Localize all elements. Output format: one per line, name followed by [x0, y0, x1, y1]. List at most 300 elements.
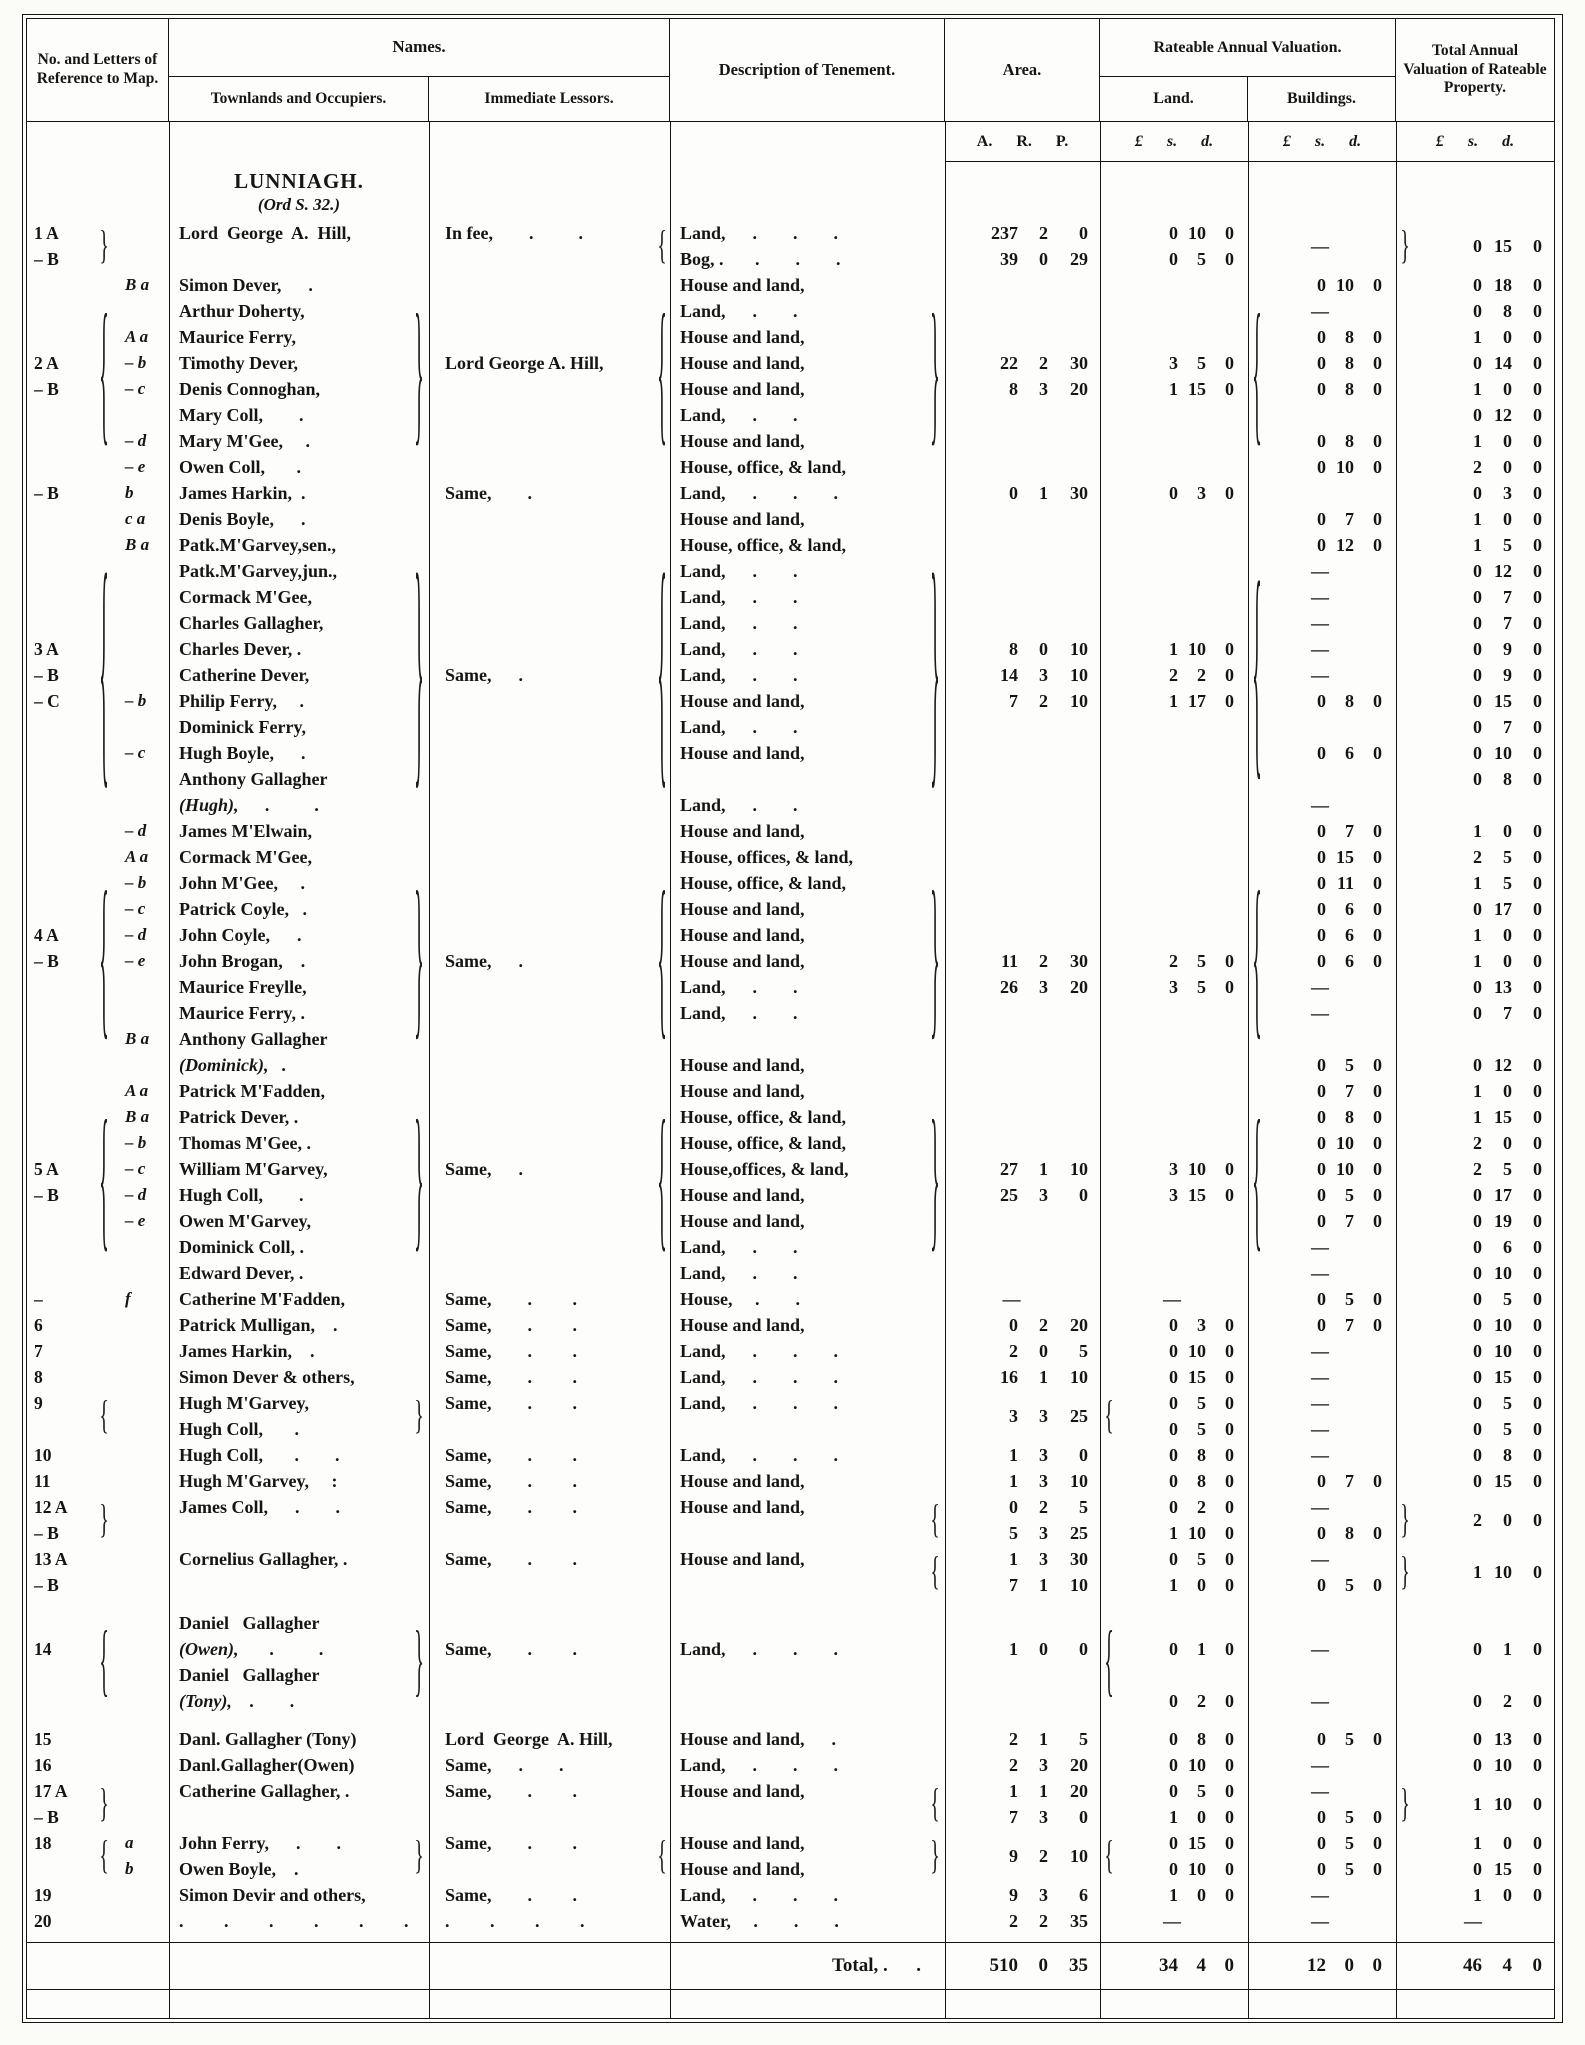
occupier-name: James Harkin, .: [179, 483, 306, 503]
description-brace: {: [930, 1498, 940, 1542]
table-row: [27, 1908, 1554, 1934]
tenement-description: House, office, & land,: [680, 535, 846, 555]
map-ref-letter: – c: [125, 743, 146, 762]
tenement-description: House and land,: [680, 1549, 805, 1569]
buildings-valuation: 0 12 0: [1317, 535, 1382, 555]
buildings-brace: {: [1252, 543, 1262, 807]
land-valuation: 0 10 0: [1169, 223, 1234, 243]
occupier-name: Philip Ferry, .: [179, 691, 304, 711]
table-row: [27, 1416, 1554, 1442]
buildings-valuation: —: [1311, 1445, 1329, 1465]
occupier-name: Denis Boyle, .: [179, 509, 306, 529]
map-ref-number: 1 A: [34, 223, 59, 243]
units-area: A. R. P.: [945, 122, 1100, 162]
buildings-brace: {: [1252, 288, 1262, 464]
occupier-name: John Coyle, .: [179, 925, 302, 945]
occupier-name: Hugh M'Garvey, :: [179, 1471, 338, 1491]
land-valuation: 3 15 0: [1169, 1185, 1234, 1205]
table-row: [27, 1468, 1554, 1494]
header-area: Area.: [945, 19, 1100, 121]
map-ref-number: – B: [34, 665, 59, 685]
tenement-description: House and land,: [680, 1055, 805, 1075]
tenement-description: Land, . .: [680, 639, 798, 659]
area-value: 25 3 0: [1000, 1185, 1088, 1205]
table-row: [27, 1312, 1554, 1338]
table-row: [27, 272, 1554, 298]
buildings-valuation: 0 7 0: [1317, 1315, 1382, 1335]
total-valuation: 0 17 0: [1473, 899, 1542, 919]
buildings-valuation: —: [1311, 1419, 1329, 1439]
area-value: 1 3 30: [1009, 1549, 1088, 1569]
buildings-valuation: 0 7 0: [1317, 821, 1382, 841]
occupier-name: John M'Gee, .: [179, 873, 305, 893]
ref-brace: }: [99, 224, 109, 268]
occupier-name: Patk.M'Garvey,jun.,: [179, 561, 337, 581]
ref-brace: {: [99, 862, 109, 1060]
map-ref-letter: B a: [125, 275, 150, 294]
total-valuation: 0 17 0: [1473, 1185, 1542, 1205]
tenement-description: House and land,: [680, 431, 805, 451]
valuation-table: [26, 18, 1555, 2019]
area-value: 2 1 5: [1009, 1729, 1088, 1749]
description-brace: }: [930, 288, 940, 464]
buildings-valuation: 0 6 0: [1317, 899, 1382, 919]
map-ref-number: 14: [34, 1639, 52, 1659]
buildings-valuation: —: [1311, 1691, 1329, 1711]
occupier-name: Charles Gallagher,: [179, 613, 324, 633]
description-brace: }: [930, 532, 940, 818]
lessor-name: Same, . .: [445, 1639, 577, 1659]
map-ref-number: 5 A: [34, 1159, 59, 1179]
occupier-name: (Tony), . .: [179, 1691, 295, 1711]
land-valuation: 0 3 0: [1169, 1315, 1234, 1335]
area-value: 1 1 20: [1009, 1781, 1088, 1801]
total-valuation: 0 7 0: [1473, 613, 1542, 633]
table-row: [27, 1572, 1554, 1598]
tenement-description: Land, . . .: [680, 1639, 839, 1659]
total-brace: }: [1400, 1498, 1410, 1542]
land-valuation: 2 5 0: [1169, 951, 1234, 971]
table-row: [27, 740, 1554, 766]
buildings-valuation: 0 8 0: [1317, 327, 1382, 347]
tenement-description: House,offices, & land,: [680, 1159, 849, 1179]
description-brace: }: [930, 862, 940, 1060]
buildings-valuation: 0 8 0: [1317, 1523, 1382, 1543]
occupier-name: James Harkin, .: [179, 1341, 315, 1361]
ref-brace: {: [99, 1618, 109, 1706]
map-ref-letter: B a: [125, 1029, 150, 1048]
lessor-name: Same, . .: [445, 1497, 577, 1517]
lessor-name: Same, .: [445, 951, 523, 971]
header-rateable: Rateable Annual Valuation.: [1100, 19, 1396, 77]
total-valuation: 0 1 0: [1473, 1639, 1542, 1659]
occupier-name: Catherine M'Fadden,: [179, 1289, 345, 1309]
map-ref-number: 20: [34, 1911, 52, 1931]
land-valuation: 0 10 0: [1169, 1859, 1234, 1879]
map-ref-letter: f: [125, 1289, 131, 1308]
occupier-name: Anthony Gallagher: [179, 769, 328, 789]
total-valuation: 0 10 0: [1473, 743, 1542, 763]
column-rule: [169, 122, 170, 2018]
occupier-name: Patk.M'Garvey,sen.,: [179, 535, 336, 555]
buildings-valuation: —: [1311, 1911, 1329, 1931]
occupier-name: Hugh M'Garvey,: [179, 1393, 309, 1413]
buildings-brace: {: [1252, 1094, 1262, 1270]
total-valuation: 0 15 0: [1473, 236, 1542, 256]
area-value: 0 1 30: [1009, 483, 1088, 503]
total-valuation: 0 5 0: [1473, 1289, 1542, 1309]
map-ref-number: – B: [34, 1523, 59, 1543]
buildings-valuation: 0 5 0: [1317, 1055, 1382, 1075]
table-row: [27, 1610, 1554, 1636]
map-ref-number: 11: [34, 1471, 51, 1491]
area-value: 27 1 10: [1000, 1159, 1088, 1179]
total-valuation: 2 5 0: [1473, 1159, 1542, 1179]
table-header: [27, 19, 1554, 122]
tenement-description: House and land,: [680, 353, 805, 373]
total-area: 510 0 35: [989, 1955, 1088, 1976]
table-body: [27, 220, 1554, 1934]
buildings-brace: {: [1252, 862, 1262, 1060]
map-ref-letter: – d: [125, 1185, 147, 1204]
column-rule: [670, 122, 671, 2018]
land-valuation: 1 10 0: [1169, 1523, 1234, 1543]
map-ref-number: 3 A: [34, 639, 59, 659]
occupier-name: (Hugh), . .: [179, 795, 320, 815]
tenement-description: House, office, & land,: [680, 457, 846, 477]
lessor-name: Lord George A. Hill,: [445, 353, 604, 373]
occupier-name: Charles Dever, .: [179, 639, 302, 659]
table-row: [27, 1662, 1554, 1688]
area-value: 0 2 5: [1009, 1497, 1088, 1517]
area-value: —: [1002, 1289, 1021, 1309]
buildings-valuation: 0 8 0: [1317, 379, 1382, 399]
occupier-name: John Brogan, .: [179, 951, 306, 971]
header-description: Description of Tenement.: [670, 19, 945, 121]
table-row: [27, 506, 1554, 532]
map-ref-number: 2 A: [34, 353, 59, 373]
occupier-name: (Dominick), .: [179, 1055, 287, 1075]
table-row: [27, 844, 1554, 870]
occupier-name: Maurice Ferry, .: [179, 1003, 305, 1023]
total-valuation: 0 6 0: [1473, 1237, 1542, 1257]
units-total: £ s. d.: [1396, 122, 1554, 162]
map-ref-number: 13 A: [34, 1549, 68, 1569]
ref-brace: {: [99, 288, 109, 464]
occupier-name: Cormack M'Gee,: [179, 847, 312, 867]
occupier-name: Dominick Coll, .: [179, 1237, 305, 1257]
occupier-brace: }: [414, 532, 424, 818]
tenement-description: House and land,: [680, 951, 805, 971]
total-land: 34 4 0: [1159, 1955, 1234, 1976]
total-valuation: 1 10 0: [1473, 1562, 1542, 1582]
occupier-name: James M'Elwain,: [179, 821, 312, 841]
map-ref-letter: – d: [125, 925, 147, 944]
table-row: [27, 1520, 1554, 1546]
total-valuation: 0 18 0: [1473, 275, 1542, 295]
table-row: [27, 714, 1554, 740]
table-row: [27, 922, 1554, 948]
area-value: 14 3 10: [1000, 665, 1088, 685]
total-valuation: 2 5 0: [1473, 847, 1542, 867]
lessor-name: Same, . .: [445, 1781, 577, 1801]
table-row: [27, 532, 1554, 558]
total-valuation: 2 0 0: [1473, 1510, 1542, 1530]
occupier-name: Catherine Gallagher, .: [179, 1781, 350, 1801]
column-rule: [1100, 122, 1101, 2018]
table-row: [27, 610, 1554, 636]
map-ref-letter: – e: [125, 457, 146, 476]
buildings-valuation: 0 10 0: [1317, 275, 1382, 295]
lessor-brace: {: [657, 532, 667, 818]
tenement-description: House and land,: [680, 1497, 805, 1517]
buildings-valuation: 0 5 0: [1317, 1807, 1382, 1827]
occupier-name: Edward Dever, .: [179, 1263, 304, 1283]
buildings-valuation: 0 7 0: [1317, 1211, 1382, 1231]
map-ref-letter: B a: [125, 1107, 150, 1126]
map-ref-number: 4 A: [34, 925, 59, 945]
total-valuation: 1 0 0: [1473, 327, 1542, 347]
occupier-name: Owen Boyle, .: [179, 1859, 299, 1879]
column-rule: [429, 122, 430, 2018]
lessor-name: Same, .: [445, 483, 532, 503]
buildings-valuation: 0 5 0: [1317, 1859, 1382, 1879]
ordnance-ref: (Ord S. 32.): [257, 195, 341, 214]
table-row: [27, 1026, 1554, 1052]
table-row: [27, 1182, 1554, 1208]
townland-title-block: [169, 162, 429, 220]
buildings-valuation: —: [1311, 1549, 1329, 1569]
table-row: [27, 974, 1554, 1000]
lessor-name: Same, . .: [445, 1549, 577, 1569]
total-valuation: 1 0 0: [1473, 509, 1542, 529]
area-value: 1 3 0: [1009, 1445, 1088, 1465]
tenement-description: House, office, & land,: [680, 873, 846, 893]
total-valuation: 0 8 0: [1473, 1445, 1542, 1465]
map-ref-letter: a: [125, 1833, 134, 1852]
map-ref-number: – B: [34, 1185, 59, 1205]
header-townlands: Townlands and Occupiers.: [169, 77, 429, 121]
total-valuation: 0 7 0: [1473, 587, 1542, 607]
tenement-description: House and land,: [680, 1859, 805, 1879]
tenement-description: Land, . .: [680, 405, 798, 425]
total-valuation: 0 9 0: [1473, 665, 1542, 685]
land-brace: {: [1104, 1394, 1114, 1438]
total-buildings: 12 0 0: [1307, 1955, 1382, 1976]
total-valuation: 0 15 0: [1473, 691, 1542, 711]
map-ref-number: 7: [34, 1341, 43, 1361]
total-valuation: 0 12 0: [1473, 561, 1542, 581]
occupier-name: Simon Devir and others,: [179, 1885, 366, 1905]
total-valuation: 0 5 0: [1473, 1393, 1542, 1413]
buildings-valuation: 0 10 0: [1317, 1133, 1382, 1153]
total-valuation: 0 15 0: [1473, 1367, 1542, 1387]
total-valuation: 0 19 0: [1473, 1211, 1542, 1231]
tenement-description: House and land,: [680, 509, 805, 529]
map-ref-letter: B a: [125, 535, 150, 554]
map-ref-number: – B: [34, 1807, 59, 1827]
area-value: 5 3 25: [1009, 1523, 1088, 1543]
buildings-valuation: —: [1311, 1263, 1329, 1283]
tenement-description: House and land,: [680, 925, 805, 945]
area-value: 1 0 0: [1009, 1639, 1088, 1659]
map-ref-letter: A a: [125, 327, 149, 346]
area-value: 1 3 10: [1009, 1471, 1088, 1491]
buildings-valuation: —: [1311, 1639, 1329, 1659]
occupier-name: Hugh Coll, . .: [179, 1445, 340, 1465]
area-value: 26 3 20: [1000, 977, 1088, 997]
table-row: [27, 1130, 1554, 1156]
total-valuation: 1 0 0: [1473, 1833, 1542, 1853]
map-ref-number: 8: [34, 1367, 43, 1387]
map-ref-letter: A a: [125, 1081, 149, 1100]
occupier-name: Cornelius Gallagher, .: [179, 1549, 348, 1569]
total-valuation: 2 0 0: [1473, 457, 1542, 477]
occupier-name: Danl.Gallagher(Owen): [179, 1755, 355, 1775]
area-value: 237 2 0: [991, 223, 1088, 243]
table-row: [27, 1364, 1554, 1390]
occupier-name: Lord George A. Hill,: [179, 223, 351, 243]
total-valuation: 0 10 0: [1473, 1755, 1542, 1775]
area-value: 7 1 10: [1009, 1575, 1088, 1595]
ref-brace: {: [99, 532, 109, 818]
header-map-reference: No. and Letters of Reference to Map.: [27, 19, 169, 121]
tenement-description: House and land, .: [680, 1729, 837, 1749]
buildings-valuation: 0 5 0: [1317, 1575, 1382, 1595]
occupier-brace: }: [414, 288, 424, 464]
table-row: [27, 480, 1554, 506]
land-valuation: 1 15 0: [1169, 379, 1234, 399]
land-valuation: 0 5 0: [1169, 1393, 1234, 1413]
total-valuation: 0 13 0: [1473, 977, 1542, 997]
total-brace: }: [1400, 224, 1410, 268]
tenement-description: House, office, & land,: [680, 1133, 846, 1153]
map-ref-letter: – b: [125, 873, 147, 892]
occupier-name: Hugh Boyle, .: [179, 743, 306, 763]
total-valuation: 1 10 0: [1473, 1794, 1542, 1814]
tenement-description: House, . .: [680, 1289, 801, 1309]
buildings-valuation: —: [1311, 639, 1329, 659]
map-ref-letter: b: [125, 483, 134, 502]
map-ref-letter: A a: [125, 847, 149, 866]
description-brace: {: [930, 1782, 940, 1826]
area-value: 39 0 29: [1000, 249, 1088, 269]
ref-brace: }: [99, 1782, 109, 1826]
total-valuation: 1 0 0: [1473, 379, 1542, 399]
tenement-description: Land, . . .: [680, 1393, 839, 1413]
table-row: [27, 1052, 1554, 1078]
map-ref-letter: – b: [125, 1133, 147, 1152]
land-brace: {: [1104, 1618, 1114, 1706]
lessor-name: Same, . .: [445, 1393, 577, 1413]
total-row: [27, 1942, 1554, 1990]
map-ref-number: 12 A: [34, 1497, 68, 1517]
tenement-description: House and land,: [680, 379, 805, 399]
table-body-wrap: [27, 122, 1554, 2018]
buildings-valuation: —: [1311, 587, 1329, 607]
header-names: Names.: [169, 19, 670, 77]
land-valuation: 2 2 0: [1169, 665, 1234, 685]
lessor-name: Same, .: [445, 665, 523, 685]
buildings-valuation: 0 5 0: [1317, 1185, 1382, 1205]
map-ref-number: 19: [34, 1885, 52, 1905]
tenement-description: Land, . . .: [680, 1755, 839, 1775]
occupier-name: Daniel Gallagher: [179, 1613, 320, 1633]
tenement-description: Bog, . . . .: [680, 249, 841, 269]
buildings-valuation: 0 6 0: [1317, 743, 1382, 763]
map-ref-letter: – e: [125, 951, 146, 970]
map-ref-number: 17 A: [34, 1781, 68, 1801]
total-valuation: 0 15 0: [1473, 1471, 1542, 1491]
buildings-valuation: 0 6 0: [1317, 951, 1382, 971]
total-valuation: 0 10 0: [1473, 1263, 1542, 1283]
total-valuation: 0 8 0: [1473, 301, 1542, 321]
table-row: [27, 1726, 1554, 1752]
table-row: [27, 818, 1554, 844]
tenement-description: House and land,: [680, 821, 805, 841]
map-ref-letter: c a: [125, 509, 146, 528]
total-valuation: 0 12 0: [1473, 405, 1542, 425]
map-ref-letter: – e: [125, 1211, 146, 1230]
table-row: [27, 1338, 1554, 1364]
lessor-name: Same, . .: [445, 1471, 577, 1491]
table-row: [27, 1752, 1554, 1778]
buildings-valuation: —: [1311, 665, 1329, 685]
total-valuation: 0 5 0: [1473, 1419, 1542, 1439]
buildings-valuation: —: [1311, 1393, 1329, 1413]
land-valuation: 0 5 0: [1169, 249, 1234, 269]
table-row: [27, 688, 1554, 714]
area-value: 8 3 20: [1009, 379, 1088, 399]
occupier-name: Simon Dever, .: [179, 275, 313, 295]
table-row: [27, 792, 1554, 818]
tenement-description: Land, . .: [680, 1263, 798, 1283]
map-ref-letter: b: [125, 1859, 134, 1878]
map-ref-number: 15: [34, 1729, 52, 1749]
buildings-valuation: —: [1311, 561, 1329, 581]
tenement-description: House and land,: [680, 743, 805, 763]
buildings-valuation: —: [1311, 301, 1329, 321]
land-valuation: 0 10 0: [1169, 1755, 1234, 1775]
total-label: Total, . .: [831, 1955, 921, 1976]
total-valuation: 2 0 0: [1473, 1133, 1542, 1153]
description-brace: {: [930, 1550, 940, 1594]
map-ref-number: – C: [34, 691, 60, 711]
total-valuation: —: [1464, 1911, 1482, 1931]
land-valuation: 0 8 0: [1169, 1729, 1234, 1749]
tenement-description: House and land,: [680, 275, 805, 295]
lessor-name: Same, . .: [445, 1755, 564, 1775]
table-row: [27, 428, 1554, 454]
tenement-description: House and land,: [680, 1081, 805, 1101]
total-valuation: 1 0 0: [1473, 951, 1542, 971]
table-row: [27, 1234, 1554, 1260]
lessor-name: Same, .: [445, 1159, 523, 1179]
tenement-description: Land, . .: [680, 1003, 798, 1023]
occupier-name: Patrick Coyle, .: [179, 899, 307, 919]
table-row: [27, 1688, 1554, 1714]
header-land: Land.: [1100, 77, 1248, 121]
table-row: [27, 454, 1554, 480]
occupier-name: Danl. Gallagher (Tony): [179, 1729, 357, 1749]
table-row: [27, 324, 1554, 350]
total-valuation: 1 0 0: [1473, 925, 1542, 945]
occupier-name: Patrick Dever, .: [179, 1107, 299, 1127]
sheet-tail: [27, 1990, 1554, 2018]
lessor-brace: {: [657, 1094, 667, 1270]
map-ref-number: – B: [34, 1575, 59, 1595]
table-row: [27, 584, 1554, 610]
